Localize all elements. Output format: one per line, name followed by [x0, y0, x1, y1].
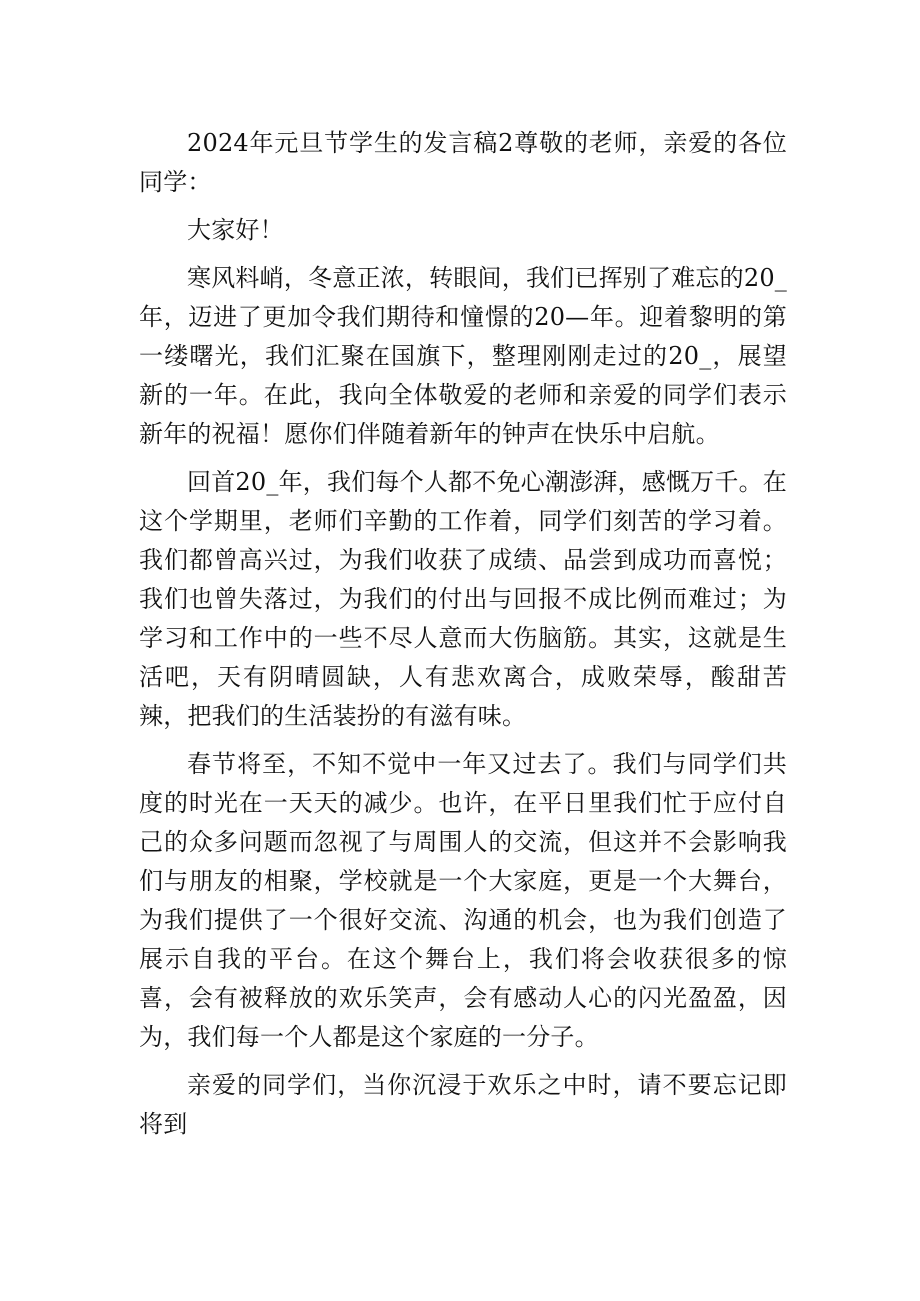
document-body [139, 124, 787, 1153]
paragraph-hello: 大家好！ [187, 216, 284, 244]
paragraph-looking-back: 回首20_年，我们每个人都不免心潮澎湃，感慨万千。在这个学期里，老师们辛勤的工作着，同学们刻苦的学习着。我们都曾高兴过，为我们收获了成绩、品尝到成功而喜悦；我们也曾失落过，为我们的付出与回报不成比例而难过；为学习和工作中的一些不尽人意而大伤脑筋。其实，这就是生活吧，天有阴晴圆缺，人有悲欢离合，成败荣辱，酸甜苦辣，把我们的生活装扮的有滋有味。 [139, 468, 787, 730]
paragraph-closing-partial: 亲爱的同学们，当你沉浸于欢乐之中时，请不要忘记即将到 [139, 1071, 787, 1138]
paragraph-spring-festival: 春节将至，不知不觉中一年又过去了。我们与同学们共度的时光在一天天的减少。也许，在平日里我们忙于应付自己的众多问题而忽视了与周围人的交流，但这并不会影响我们与朋友的相聚，学校就是一个大家庭，更是一个大舞台，为我们提供了一个很好交流、沟通的机会，也为我们创造了展示自我的平台。在这个舞台上，我们将会收获很多的惊喜，会有被释放的欢乐笑声，会有感动人心的闪光盈盈，因为，我们每一个人都是这个家庭的一分子。 [139, 750, 787, 1051]
paragraph-title-greeting: 2024年元旦节学生的发言稿2尊敬的老师，亲爱的各位同学： [139, 129, 787, 196]
paragraph-new-year-wishes: 寒风料峭，冬意正浓，转眼间，我们已挥别了难忘的20_年，迈进了更加令我们期待和憧憬的20—年。迎着黎明的第一缕曙光，我们汇聚在国旗下，整理刚刚走过的20_，展望新的一年。在此，我向全体敬爱的老师和亲爱的同学们表示新年的祝福！愿你们伴随着新年的钟声在快乐中启航。 [139, 264, 787, 448]
